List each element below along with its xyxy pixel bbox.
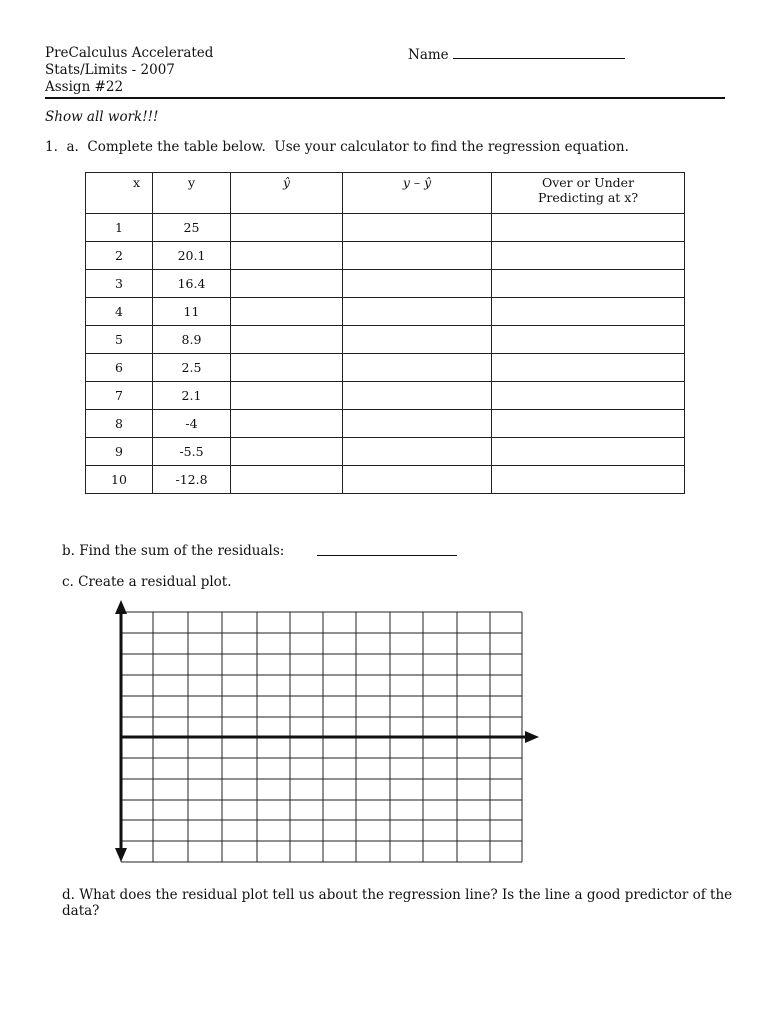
cell-residual-blank[interactable]: [343, 382, 492, 410]
cell-yhat-blank[interactable]: [231, 270, 343, 298]
cell-yhat-blank[interactable]: [231, 298, 343, 326]
col-header-residual: y – ŷ: [343, 173, 492, 214]
cell-residual-blank[interactable]: [343, 354, 492, 382]
question-1a: 1. a. Complete the table below. Use your calculator to find the regression equation.: [45, 139, 629, 155]
cell-y: -4: [153, 410, 231, 438]
cell-yhat-blank[interactable]: [231, 466, 343, 494]
cell-y: 16.4: [153, 270, 231, 298]
cell-over-under-blank[interactable]: [492, 466, 685, 494]
table-row: [86, 410, 685, 438]
table-header-row: [86, 173, 685, 214]
col-header-over-under-line1: Over or Under: [541, 175, 635, 190]
cell-residual-blank[interactable]: [343, 270, 492, 298]
table-row: [86, 298, 685, 326]
table-row: [86, 354, 685, 382]
cell-residual-blank[interactable]: [343, 326, 492, 354]
cell-residual-blank[interactable]: [343, 298, 492, 326]
y-axis-arrow-down-icon: [115, 848, 127, 862]
cell-yhat-blank[interactable]: [231, 382, 343, 410]
cell-x: 3: [86, 270, 153, 298]
table-row: [86, 382, 685, 410]
cell-y: 8.9: [153, 326, 231, 354]
cell-residual-blank[interactable]: [343, 214, 492, 242]
cell-over-under-blank[interactable]: [492, 438, 685, 466]
assignment-number: Assign #22: [45, 79, 124, 95]
header-block: [45, 45, 213, 96]
cell-y: 11: [153, 298, 231, 326]
table-row: [86, 466, 685, 494]
table-row: [86, 270, 685, 298]
cell-x: 2: [86, 242, 153, 270]
cell-x: 1: [86, 214, 153, 242]
cell-residual-blank[interactable]: [343, 410, 492, 438]
course-title: PreCalculus Accelerated: [45, 45, 214, 61]
cell-residual-blank[interactable]: [343, 242, 492, 270]
table-row: [86, 214, 685, 242]
x-axis-arrow-right-icon: [525, 731, 539, 743]
cell-over-under-blank[interactable]: [492, 214, 685, 242]
col-header-x: x: [86, 173, 153, 214]
cell-over-under-blank[interactable]: [492, 326, 685, 354]
question-1d: d. What does the residual plot tell us about the regression line? Is the line a good predictor of the data?: [62, 887, 733, 919]
table-row: [86, 242, 685, 270]
instruction: Show all work!!!: [45, 109, 159, 125]
cell-yhat-blank[interactable]: [231, 354, 343, 382]
cell-over-under-blank[interactable]: [492, 354, 685, 382]
cell-residual-blank[interactable]: [343, 438, 492, 466]
cell-over-under-blank[interactable]: [492, 410, 685, 438]
cell-yhat-blank[interactable]: [231, 242, 343, 270]
unit-title: Stats/Limits - 2007: [45, 62, 175, 78]
cell-y: 25: [153, 214, 231, 242]
header-divider: [45, 97, 725, 99]
name-field[interactable]: [408, 45, 625, 64]
cell-x: 4: [86, 298, 153, 326]
question-1c: c. Create a residual plot.: [62, 574, 232, 590]
cell-over-under-blank[interactable]: [492, 382, 685, 410]
cell-x: 10: [86, 466, 153, 494]
y-axis-arrow-up-icon: [115, 600, 127, 614]
cell-y: 2.1: [153, 382, 231, 410]
table-row: [86, 326, 685, 354]
question-1b: b. Find the sum of the residuals:: [62, 543, 285, 559]
cell-yhat-blank[interactable]: [231, 410, 343, 438]
cell-x: 7: [86, 382, 153, 410]
cell-residual-blank[interactable]: [343, 466, 492, 494]
name-label: Name: [408, 47, 449, 63]
cell-y: -5.5: [153, 438, 231, 466]
cell-y: 20.1: [153, 242, 231, 270]
cell-x: 6: [86, 354, 153, 382]
cell-over-under-blank[interactable]: [492, 298, 685, 326]
cell-x: 8: [86, 410, 153, 438]
cell-x: 9: [86, 438, 153, 466]
col-header-y: y: [153, 173, 231, 214]
table-row: [86, 438, 685, 466]
col-header-over-under: [492, 173, 685, 214]
cell-over-under-blank[interactable]: [492, 242, 685, 270]
col-header-over-under-line2: Predicting at x?: [537, 190, 639, 205]
cell-x: 5: [86, 326, 153, 354]
col-header-yhat: ŷ: [231, 173, 343, 214]
cell-yhat-blank[interactable]: [231, 438, 343, 466]
sum-residuals-blank[interactable]: [317, 555, 457, 556]
cell-yhat-blank[interactable]: [231, 214, 343, 242]
cell-y: -12.8: [153, 466, 231, 494]
cell-y: 2.5: [153, 354, 231, 382]
data-table: [85, 172, 685, 494]
cell-over-under-blank[interactable]: [492, 270, 685, 298]
cell-yhat-blank[interactable]: [231, 326, 343, 354]
residual-plot-grid: [108, 600, 543, 865]
name-blank[interactable]: [453, 45, 625, 59]
